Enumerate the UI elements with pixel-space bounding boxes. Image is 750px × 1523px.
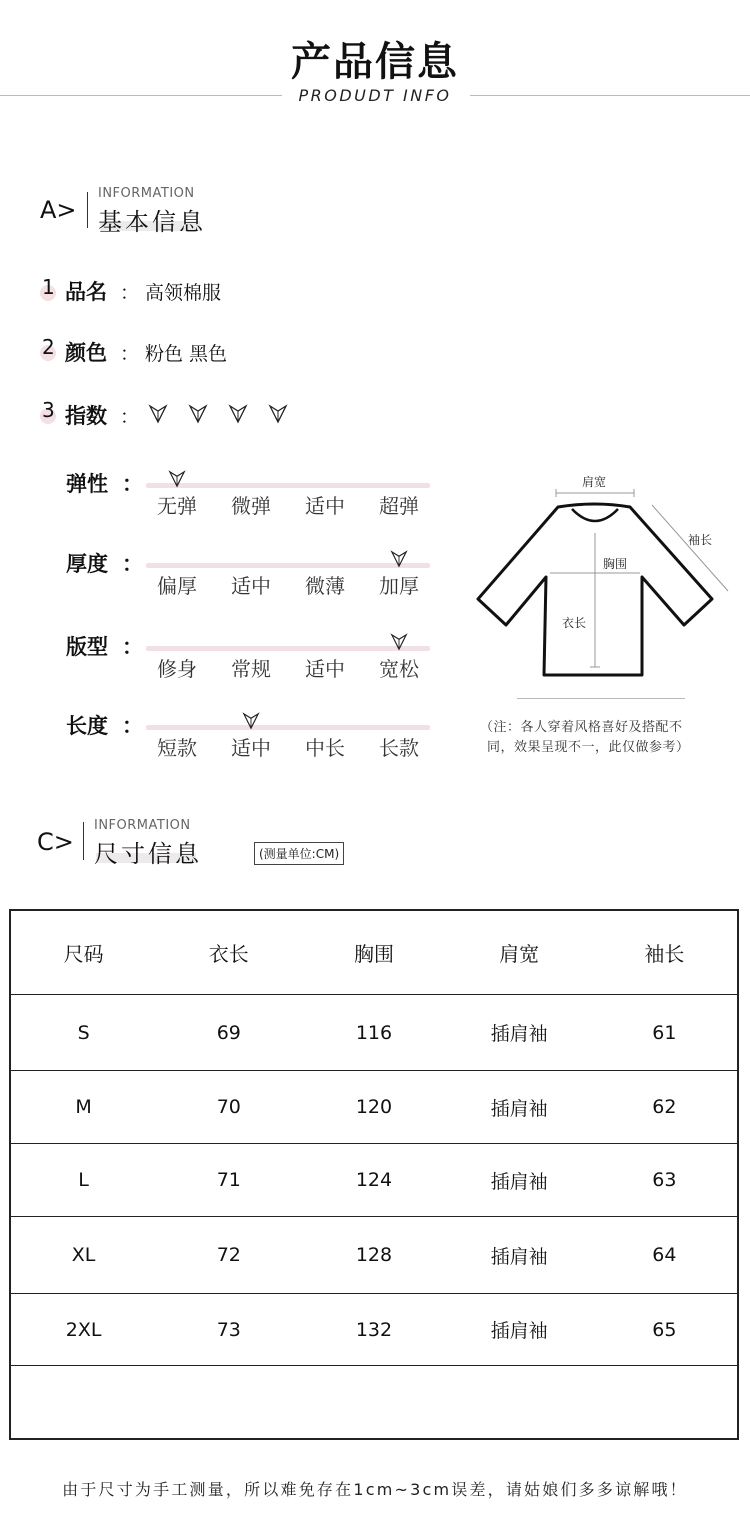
note-line-1: （注：各人穿着风格喜好及搭配不 [480, 720, 683, 735]
table-cell: XL [71, 1244, 96, 1266]
table-cell: 62 [652, 1096, 677, 1118]
info-number: 1 [42, 275, 55, 299]
info-value: 粉色 黑色 [145, 343, 228, 365]
footer-note: 由于尺寸为手工测量，所以难免存在1cm~3cm误差，请姑娘们多多谅解哦！ [62, 1480, 688, 1499]
table-cell: 72 [216, 1244, 241, 1266]
index-arrows [148, 404, 288, 424]
table-cell: 116 [355, 1021, 393, 1044]
info-colon: ： [120, 406, 140, 428]
table-cell: 73 [216, 1318, 241, 1341]
table-header-row [11, 911, 737, 995]
scale-option: 修身 [157, 657, 197, 681]
arrow-down-icon [268, 404, 288, 424]
info-label: 指数 [65, 404, 107, 428]
table-header-cell: 衣长 [208, 942, 249, 966]
info-number: 2 [42, 335, 55, 359]
scale-label: 版型 [66, 635, 108, 659]
scale-track [146, 563, 430, 568]
table-cell: 插肩袖 [490, 1320, 548, 1342]
section-c-title: 尺寸信息 [94, 840, 202, 868]
table-cell: 65 [652, 1318, 677, 1341]
scale-label: 厚度 [66, 552, 108, 576]
scale-option: 常规 [231, 657, 271, 681]
table-empty-row [11, 1366, 737, 1438]
scale-option: 微弹 [231, 494, 271, 518]
scale-option: 微薄 [305, 574, 345, 598]
scale-track [146, 646, 430, 651]
section-c-divider [83, 822, 84, 860]
scale-colon: ： [122, 714, 143, 738]
table-row [11, 1217, 737, 1294]
scale-option: 适中 [305, 494, 345, 518]
arrow-down-icon [228, 404, 248, 424]
scale-colon: ： [122, 472, 143, 496]
scale-colon: ： [122, 552, 143, 576]
table-cell: 63 [652, 1169, 677, 1191]
scale-option: 宽松 [379, 657, 419, 681]
info-number: 3 [42, 398, 55, 422]
unit-label: (测量单位:CM) [254, 842, 344, 865]
scale-option: 适中 [231, 736, 271, 760]
section-c-english: INFORMATION [94, 818, 191, 833]
table-cell: 61 [652, 1021, 677, 1044]
section-a-english: INFORMATION [98, 186, 195, 201]
table-row [11, 1294, 737, 1366]
sleeve-measure-line [652, 505, 728, 591]
info-value: 高领棉服 [145, 282, 222, 304]
scale-colon: ： [122, 635, 143, 659]
table-cell: 插肩袖 [490, 1170, 548, 1193]
shoulder-label: 肩宽 [582, 475, 607, 489]
scale-marker-icon [390, 549, 408, 573]
table-header-cell: 袖长 [644, 942, 685, 966]
scale-label: 弹性 [66, 472, 108, 496]
page-subtitle: PRODUDT INFO [298, 86, 452, 105]
table-cell: 128 [355, 1244, 393, 1266]
table-header-cell: 肩宽 [499, 942, 540, 966]
section-a-divider [87, 192, 88, 228]
section-a-letter: A> [40, 196, 77, 224]
section-a-title: 基本信息 [98, 208, 206, 236]
garment-diagram [470, 465, 750, 695]
table-cell: 71 [216, 1169, 241, 1191]
table-cell: L [78, 1169, 89, 1191]
info-colon: ： [120, 343, 140, 365]
note-divider [517, 698, 685, 699]
info-colon: ： [120, 282, 140, 304]
size-table [9, 909, 739, 1440]
table-cell: 124 [355, 1169, 393, 1191]
scale-option: 加厚 [379, 574, 419, 598]
table-cell: M [75, 1096, 92, 1118]
note-line-2: 同，效果呈现不一，此仅做参考） [487, 740, 690, 755]
scale-option: 超弹 [379, 494, 419, 518]
table-row [11, 1144, 737, 1217]
scale-marker-icon [242, 711, 260, 735]
info-label: 品名 [65, 280, 107, 304]
scale-marker-icon [168, 469, 186, 493]
arrow-down-icon [188, 404, 208, 424]
scale-option: 偏厚 [157, 574, 197, 598]
scale-option: 适中 [305, 657, 345, 681]
table-header-cell: 胸围 [353, 942, 394, 966]
scale-label: 长度 [66, 714, 108, 738]
scale-track [146, 725, 430, 730]
table-cell: 120 [355, 1096, 393, 1118]
page-title: 产品信息 [291, 39, 459, 85]
garment-collar [572, 509, 618, 521]
table-header-cell: 尺码 [63, 942, 104, 966]
info-label: 颜色 [65, 341, 107, 365]
arrow-down-icon [148, 404, 168, 424]
table-cell: 132 [355, 1318, 393, 1341]
table-cell: 2XL [65, 1318, 102, 1341]
scale-option: 短款 [157, 736, 197, 760]
scale-option: 适中 [231, 574, 271, 598]
scale-marker-icon [390, 632, 408, 656]
chest-label: 胸围 [603, 557, 628, 571]
table-cell: 70 [216, 1096, 241, 1118]
table-row [11, 995, 737, 1071]
table-cell: S [77, 1021, 90, 1044]
scale-option: 长款 [379, 736, 419, 760]
table-cell: 69 [216, 1021, 241, 1044]
table-cell: 插肩袖 [490, 1097, 548, 1120]
scale-track [146, 483, 430, 488]
table-cell: 插肩袖 [490, 1245, 548, 1268]
table-cell: 64 [652, 1244, 677, 1266]
sleeve-label: 袖长 [688, 533, 713, 547]
length-label: 衣长 [562, 616, 587, 630]
table-cell: 插肩袖 [490, 1023, 548, 1045]
table-row [11, 1071, 737, 1144]
scale-option: 中长 [305, 736, 345, 760]
scale-option: 无弹 [157, 494, 197, 518]
section-c-letter: C> [37, 828, 74, 856]
